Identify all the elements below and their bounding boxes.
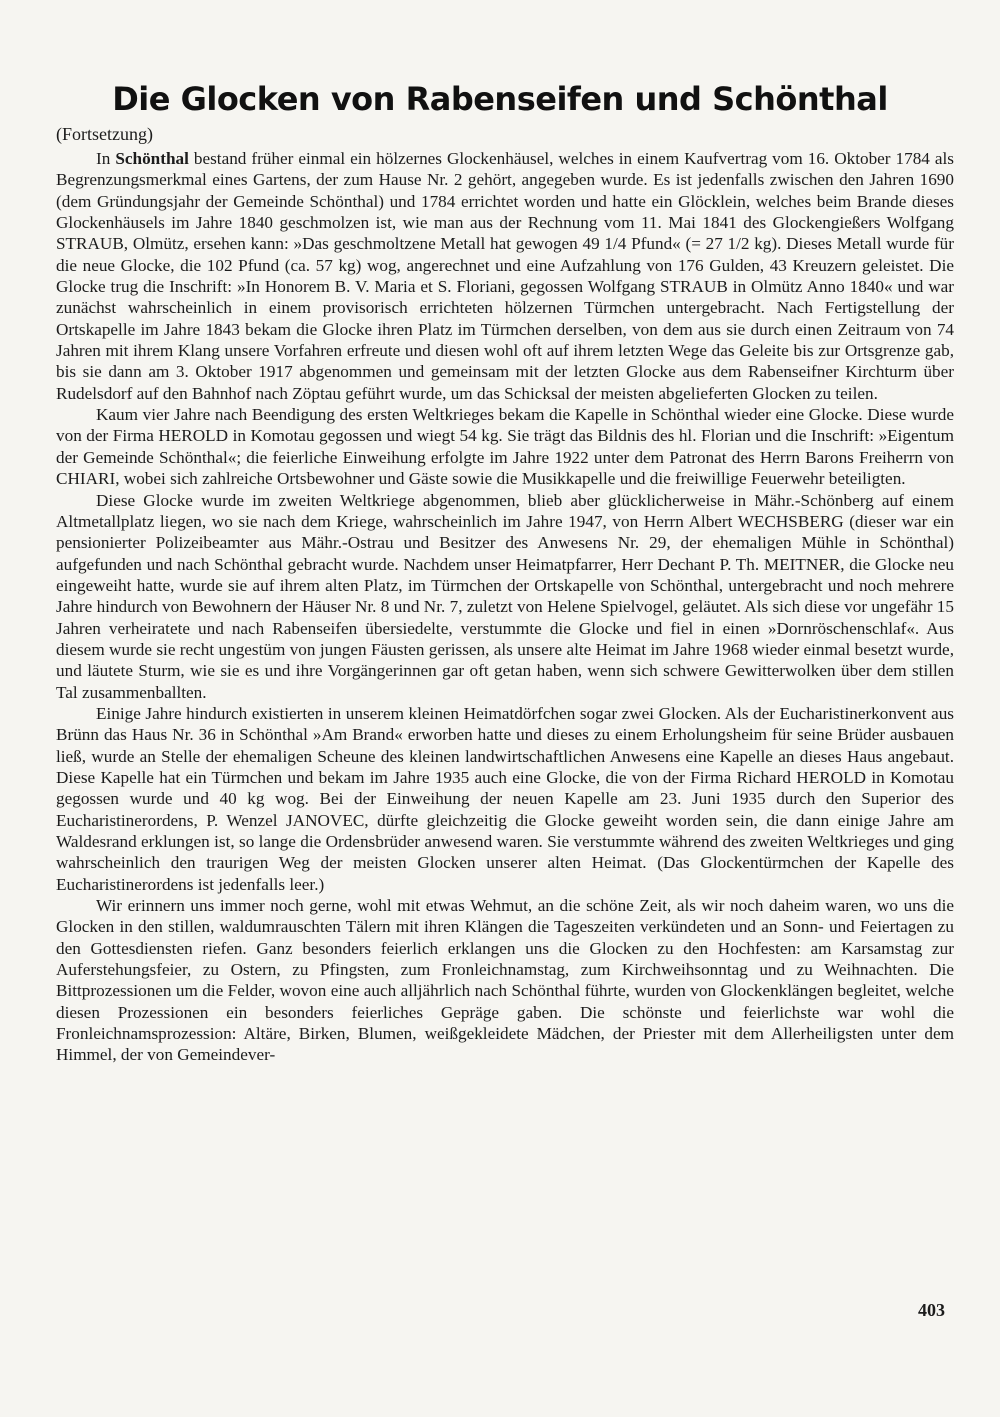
paragraph-lead: In xyxy=(96,149,116,168)
paragraph: Wir erinnern uns immer noch gerne, wohl mit etwas Wehmut, an die schöne Zeit, als wir noch daheim waren, wo uns die Glocken in den stillen, waldumrauschten Tälern mit ihren Klängen die Tageszeiten verkündeten und an Sonn- und Feiertagen zu den Gottesdiensten riefen. Ganz besonders feierlich erklangen uns die Glocken zu den Hochfesten: am Karsamstag zur Auferstehungsfeier, zu Ostern, zu Pfingsten, zum Fronleichnamstag, zum Kirchweihsonntag und zu Weihnachten. Die Bittprozessionen um die Felder, wovon eine auch alljährlich nach Schönthal führte, wurden von Glockenklängen begleitet, welche diesen Prozessionen ein besonders feierliches Gepräge gaben. Die schönste und feierlichste war wohl die Fronleichnamsprozession: Altäre, Birken, Blumen, weißgekleidete Mädchen, der Priester mit dem Allerheiligsten unter dem Himmel, der von Gemeindever- xyxy=(56,896,954,1065)
continuation-note: (Fortsetzung) xyxy=(56,124,153,144)
page-number: 403 xyxy=(918,1300,945,1320)
place-name-bold: Schönthal xyxy=(115,149,189,168)
paragraph: Diese Glocke wurde im zweiten Weltkriege abgenommen, blieb aber glücklicherweise in Mähr.-Schönberg auf einem Altmetallplatz liegen, wo sie nach dem Kriege, wahrscheinlich im Jahre 1947, von Herrn Albert WECHSBERG (dieser war ein pensionierter Polizeibeamter aus Mähr.-Ostrau und Besitzer des Anwesens Nr. 29, der ehemaligen Mühle in Schönthal) aufgefunden und nach Schönthal gebracht wurde. Nachdem unser Heimatpfarrer, Herr Dechant P. Th. MEITNER, die Glocke neu eingeweiht hatte, wurde sie auf ihrem alten Platz, im Türmchen der Ortskapelle von Schönthal, untergebracht und noch mehrere Jahre hindurch von Bewohnern der Häuser Nr. 8 und Nr. 7, zuletzt von Helene Spielvogel, geläutet. Als sich diese vor ungefähr 15 Jahren verheiratete und nach Rabenseifen übersiedelte, verstummte die Glocke und fiel in einen »Dornröschenschlaf«. Aus diesem wurde sie recht ungestüm von jungen Fäusten gerissen, als unsere alte Heimat im Jahre 1968 wieder einmal besetzt wurde, und läutete Sturm, wie sie es und ihre Vorgängerinnen gar oft getan haben, wenn sich schwere Gewitterwolken über dem stillen Tal zusammenballten. xyxy=(56,490,954,702)
paragraph xyxy=(56,148,954,404)
paragraph: Kaum vier Jahre nach Beendigung des ersten Weltkrieges bekam die Kapelle in Schönthal wieder eine Glocke. Diese wurde von der Firma HEROLD in Komotau gegossen und wiegt 54 kg. Sie trägt das Bildnis des hl. Florian und die Inschrift: »Eigentum der Gemeinde Schönthal«; die feierliche Einweihung erfolgte im Jahre 1922 unter dem Patronat des Herrn Barons Freiherrn von CHIARI, wobei sich zahlreiche Ortsbewohner und Gäste sowie die Musikkapelle und die freiwillige Feuerwehr beteiligten. xyxy=(56,405,954,489)
paragraph-text: bestand früher einmal ein hölzernes Glockenhäusel, welches in einem Kaufvertrag vom 16. Oktober 1784 als Begrenzungsmerkmal eines Gartens, der zum Hause Nr. 2 gehört, angegeben wurde. Es ist jedenfalls zwischen den Jahren 1690 (dem Gründungsjahr der Gemeinde Schönthal) und 1784 errichtet worden und hatte ein Glöcklein, welches beim Brande dieses Glockenhäusels im Jahre 1840 geschmolzen ist, wie man aus der Rechnung vom 11. Mai 1841 des Glockengießers Wolfgang STRAUB, Olmütz, ersehen kann: »Das geschmoltzene Metall hat gewogen 49 1/4 Pfund« (= 27 1/2 kg). Dieses Metall wurde für die neue Glocke, die 102 Pfund (ca. 57 kg) wog, angerechnet und eine Aufzahlung von 176 Gulden, 43 Kreuzern geleistet. Die Glocke trug die Inschrift: »In Honorem B. V. Maria et S. Floriani, gegossen Wolfgang STRAUB in Olmütz Anno 1840« und war zunächst wahrscheinlich in einem provisorisch errichteten hölzernen Türmchen untergebracht. Nach Fertigstellung der Ortskapelle im Jahre 1843 bekam die Glocke ihren Platz im Türmchen derselben, von dem aus sie durch einen Zeitraum von 74 Jahren mit ihrem Klang unsere Vorfahren erfreute und diesen wohl oft auf ihrem letzten Wege das Geleite bis zur Ortsgrenze gab, bis sie dann am 3. Oktober 1917 abgenommen und gemeinsam mit der letzten Glocke aus dem Rabenseifner Kirchturm über Rudelsdorf auf den Bahnhof nach Zöptau geführt wurde, um das Schicksal der meisten abgelieferten Glocken zu teilen. xyxy=(56,149,954,403)
paragraph: Einige Jahre hindurch existierten in unserem kleinen Heimatdörfchen sogar zwei Glocken. Als der Eucharistinerkonvent aus Brünn das Haus Nr. 36 in Schönthal »Am Brand« erworben hatte und dieses zu einem Erholungsheim für seine Brüder ausbauen ließ, wurde an Stelle der ehemaligen Scheune des kleinen landwirtschaftlichen Anwesens eine Kapelle an dieses Haus angebaut. Diese Kapelle hat ein Türmchen und bekam im Jahre 1935 auch eine Glocke, die von der Firma Richard HEROLD in Komotau gegossen wurde und 40 kg wog. Bei der Einweihung der neuen Kapelle am 23. Juni 1935 durch den Superior des Eucharistinerordens, P. Wenzel JANOVEC, dürfte gleichzeitig die Glocke geweiht worden sein, die dann einige Jahre am Waldesrand erklungen ist, so lange die Ordensbrüder anwesend waren. Sie verstummte während des zweiten Weltkrieges und ging wahrscheinlich den traurigen Weg der meisten Glocken unserer alten Heimat. (Das Glockentürmchen der Kapelle des Eucharistinerordens ist jedenfalls leer.) xyxy=(56,703,954,894)
article-body xyxy=(56,148,954,1066)
article-title: Die Glocken von Rabenseifen und Schönthal xyxy=(112,80,888,118)
